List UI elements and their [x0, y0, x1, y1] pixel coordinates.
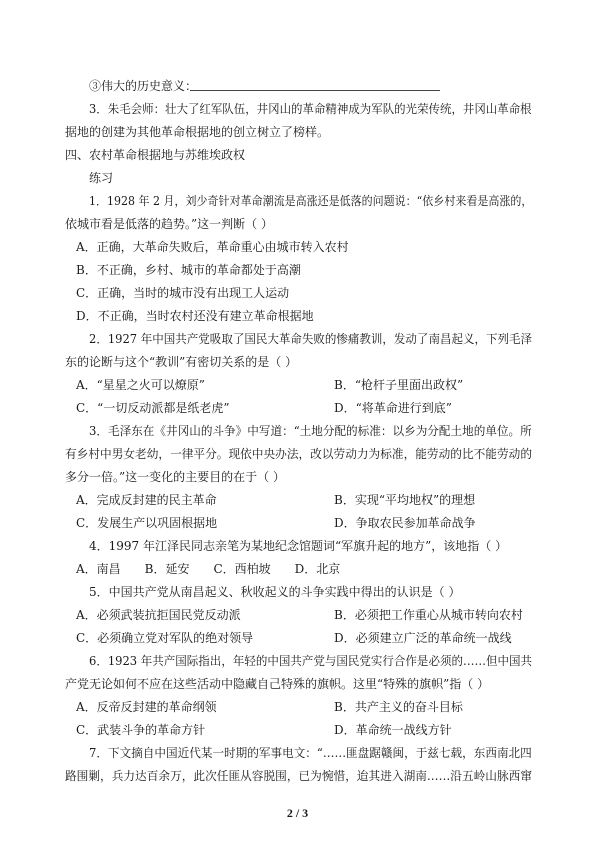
option-text: C．发展生产以巩固根据地	[76, 516, 218, 530]
subheading	[0, 166, 595, 190]
subheading-text: 练习	[89, 171, 114, 185]
option-text: D．革命统一战线方针	[334, 723, 452, 737]
text-line	[0, 120, 595, 144]
option-line	[0, 557, 595, 581]
line-text: 东的论断与这个“教训”有密切关系的是（ ）	[65, 355, 298, 369]
option-text: B．必须把工作重心从城市转向农村	[334, 608, 523, 622]
option-text: C．武装斗争的革命方针	[76, 723, 206, 737]
line-text: 1．1928 年 2 月，刘少奇针对革命潮流是高涨还是低落的问题说：“依乡村来看是高涨的，	[89, 194, 533, 208]
question-line	[0, 465, 595, 489]
text-line	[0, 74, 595, 98]
option-text: D．必须建立广泛的革命统一战线	[334, 631, 512, 645]
option-text: C．必须确立党对军队的绝对领导	[76, 631, 254, 645]
answer-blank	[190, 90, 440, 91]
question-line	[0, 212, 595, 236]
option-pair	[0, 511, 595, 535]
option-text: A．南昌 B．延安 C．西柏坡 D．北京	[76, 562, 341, 576]
line-text: 据地的创建为其他革命根据地的创立树立了榜样。	[65, 125, 330, 139]
question-line	[0, 764, 595, 788]
question-line	[0, 649, 595, 673]
question-line	[0, 419, 595, 443]
question-line	[0, 580, 595, 604]
option-text: A．正确，大革命失败后，革命重心由城市转入农村	[76, 240, 349, 254]
option-pair	[0, 373, 595, 397]
option-text: A．必须武装抗拒国民党反动派	[76, 608, 241, 622]
option-text: A．反帝反封建的革命纲领	[76, 700, 217, 714]
option-line	[0, 304, 595, 328]
question-line	[0, 442, 595, 466]
line-text: 7．下文摘自中国近代某一时期的军事电文：“……匪盘踞赣闽，于兹七载，东西南北四	[89, 746, 532, 760]
line-text: 有乡村中男女老幼，一律平分。现依中央办法，改以劳动力为标准，能劳动的比不能劳动的	[65, 447, 533, 461]
option-text: B．共产主义的奋斗目标	[334, 700, 463, 714]
option-line	[0, 235, 595, 259]
option-pair	[0, 695, 595, 719]
option-text: D．不正确，当时农村还没有建立革命根据地	[76, 309, 314, 323]
line-text: 2．1927 年中国共产党吸取了国民大革命失败的惨痛教训，发动了南昌起义，下列毛泽	[89, 332, 533, 346]
option-pair	[0, 396, 595, 420]
line-text: 5．中国共产党从南昌起义、秋收起义的斗争实践中得出的认识是（ ）	[89, 585, 461, 599]
option-text: D．“将革命进行到底”	[334, 401, 452, 415]
option-text: A．“星星之火可以燎原”	[76, 378, 205, 392]
line-text: 3．毛泽东在《井冈山的斗争》中写道：“土地分配的标准：以乡为分配土地的单位。所	[89, 424, 532, 438]
option-text: B．“枪杆子里面出政权”	[334, 378, 464, 392]
line-text: 多分一倍。”这一变化的主要目的在于（ ）	[65, 470, 285, 484]
question-line	[0, 534, 595, 558]
option-text: B．实现“平均地权”的理想	[334, 493, 476, 507]
question-line	[0, 741, 595, 765]
line-text: 产党无论如何不应在这些活动中隐藏自己特殊的旗帜。这里“特殊的旗帜”指（ ）	[65, 677, 490, 691]
line-text: 路围剿，兵力达百余万，此次任匪从容脱围，已为惋惜，迨其进入湖南……沿五岭山脉西窜	[65, 769, 533, 783]
option-text: A．完成反封建的民主革命	[76, 493, 217, 507]
option-text: C．“一切反动派都是纸老虎”	[76, 401, 230, 415]
question-line	[0, 350, 595, 374]
line-text: 3．朱毛会师：壮大了红军队伍，井冈山的革命精神成为军队的光荣传统，井冈山革命根	[89, 102, 532, 116]
option-line	[0, 258, 595, 282]
line-text: 4．1997 年江泽民同志亲笔为某地纪念馆题词“军旗升起的地方”，该地指（ ）	[89, 539, 508, 553]
option-text: C．正确，当时的城市没有出现工人运动	[76, 286, 290, 300]
question-line	[0, 327, 595, 351]
option-line	[0, 281, 595, 305]
line-text: ③伟大的历史意义：	[89, 79, 198, 93]
option-text: B．不正确，乡村、城市的革命都处于高潮	[76, 263, 301, 277]
question-line	[0, 672, 595, 696]
question-line	[0, 189, 595, 213]
page-number: 2 / 3	[286, 806, 309, 820]
option-pair	[0, 603, 595, 627]
line-text: 6．1923 年共产国际指出，年轻的中国共产党与国民党实行合作是必须的……但中国共	[89, 654, 533, 668]
line-text: 依城市看是低落的趋势。”这一判断（ ）	[65, 217, 273, 231]
section-heading-text: 四、农村革命根据地与苏维埃政权	[65, 148, 246, 162]
option-pair	[0, 488, 595, 512]
section-heading	[0, 143, 595, 167]
option-pair	[0, 626, 595, 650]
text-line	[0, 97, 595, 121]
option-pair	[0, 718, 595, 742]
option-text: D．争取农民参加革命战争	[334, 516, 476, 530]
